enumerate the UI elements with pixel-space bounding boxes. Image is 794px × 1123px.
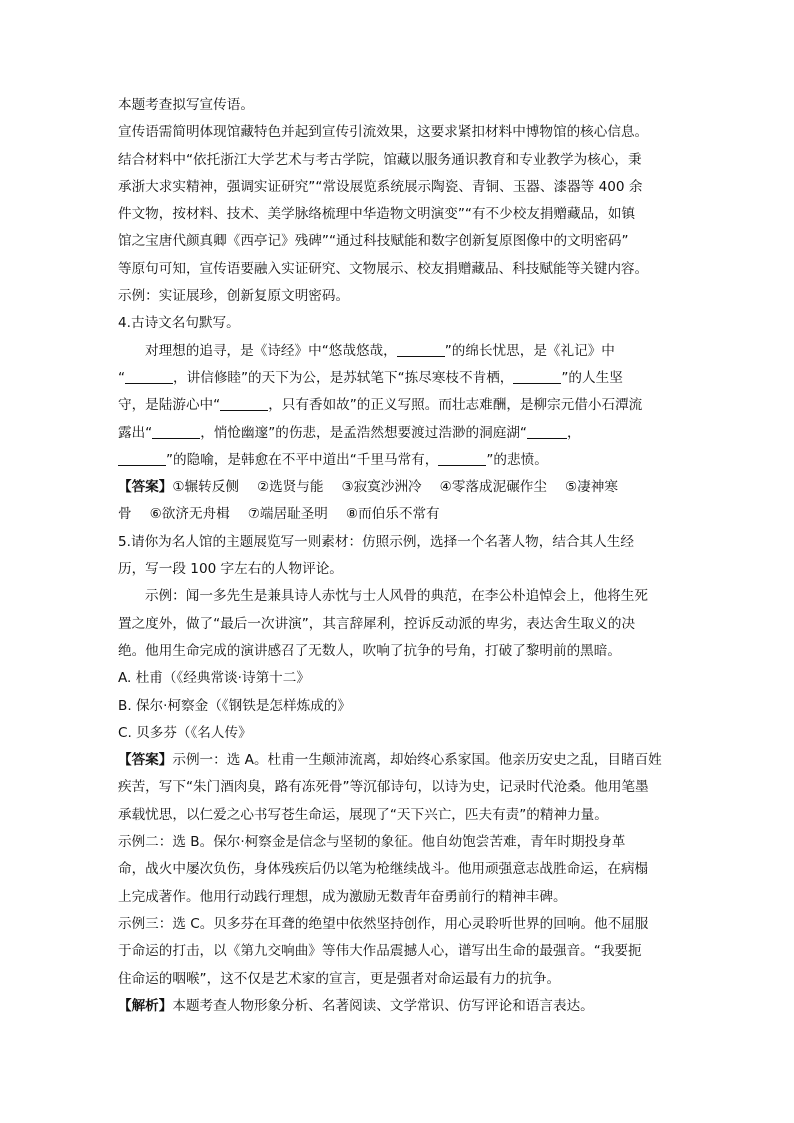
text-segment: ，讲信修睦”的天下为公，是苏轼笔下“拣尽寒枝不肯栖， xyxy=(173,369,514,386)
fill-blank xyxy=(397,340,445,357)
answer-item: ⑤凄神寒 xyxy=(565,479,618,496)
fill-blank xyxy=(152,422,200,439)
text-line: 示例三：选 C。贝多芬在耳聋的绝望中依然坚持创作，用心灵聆听世界的回响。他不屈服 xyxy=(118,915,649,932)
question-4-line xyxy=(118,447,688,474)
text-line: 上完成著作。他用行动践行理想，成为激励无数青年奋勇前行的精神丰碑。 xyxy=(118,888,567,905)
fill-blank xyxy=(527,422,567,439)
text-line: 馆之宝唐代颜真卿《西亭记》残碑”“通过科技赋能和数字创新复原图像中的文明密码” xyxy=(118,233,629,250)
fill-blank xyxy=(513,367,561,384)
text-segment: ”的人生坚 xyxy=(561,369,623,386)
text-segment: “ xyxy=(118,369,126,386)
answer-item: ⑧而伯乐不常有 xyxy=(345,506,440,523)
text-line: 件文物，按材料、技术、美学脉络梳理中华造物文明演变”“有不少校友捐赠藏品，如镇 xyxy=(118,206,636,223)
fill-blank xyxy=(438,449,486,466)
answer-item: ⑦端居耻圣明 xyxy=(247,506,328,523)
example-text: 示例：闻一多先生是兼具诗人赤忱与士人风骨的典范，在李公朴追悼会上，他将生死 xyxy=(145,588,648,605)
answer-item: ①辗转反侧 xyxy=(172,479,239,496)
text-segment: 示例一：选 A。杜甫一生颠沛流离，却始终心系家国。他亲历安史之乱，目睹百姓 xyxy=(172,752,662,769)
text-line: 结合材料中“依托浙江大学艺术与考古学院，馆藏以服务通识教育和专业教学为核心，秉 xyxy=(118,151,642,168)
text-segment: ，只有香如故”的正义写照。而壮志难酬，是柳宗元借小石潭流 xyxy=(268,397,643,414)
answer-item: 骨 xyxy=(118,506,132,523)
text-segment: ，悄怆幽邃”的伤悲，是孟浩然想要渡过浩渺的洞庭湖“ xyxy=(200,424,527,441)
analysis xyxy=(118,993,688,1020)
document-page xyxy=(118,92,688,1020)
question-5-title: 5.请你为名人馆的主题展览写一则素材：仿照示例，选择一个名著人物，结合其人生经 xyxy=(118,533,634,550)
question-4-line xyxy=(118,338,688,365)
text-line: 示例二：选 B。保尔·柯察金是信念与坚韧的象征。他自幼饱尝苦难，青年时期投身革 xyxy=(118,834,626,851)
text-segment: 露出“ xyxy=(118,424,153,441)
fill-blank xyxy=(118,449,166,466)
text-line: 本题考查拟写宣传语。 xyxy=(118,97,254,113)
answer-label: 【答案】 xyxy=(118,479,173,496)
answer-label: 【答案】 xyxy=(118,752,173,769)
text-line: 疾苦，写下“朱门酒肉臭，路有冻死骨”等沉郁诗句，以诗为史，记录时代沧桑。他用笔墨 xyxy=(118,779,649,796)
example-text: 置之度外，做了“最后一次讲演”，其言辞犀利，控诉反动派的卑劣，表达舍生取义的决 xyxy=(118,615,636,632)
text-segment: ， xyxy=(566,424,581,441)
option-c: C. 贝多芬（《名人传》 xyxy=(118,724,252,741)
question-4-answer xyxy=(118,501,688,528)
text-line: 于命运的打击，以《第九交响曲》等伟大作品震撼人心，谱写出生命的最强音。“我要扼 xyxy=(118,943,642,960)
text-line: 承载忧思，以仁爱之心书写苍生命运，展现了“天下兴亡，匹夫有责”的精神力量。 xyxy=(118,806,608,823)
text-segment: ”的绵长忧思，是《礼记》中 xyxy=(444,342,615,359)
text-segment: 守，是陆游心中“ xyxy=(118,397,221,414)
text-line: 等原句可知，宣传语要融入实证研究、文物展示、校友捐赠藏品、科技赋能等关键内容。 xyxy=(118,260,649,277)
text-line: 示例：实证展珍，创新复原文明密码。 xyxy=(118,288,350,305)
option-a: A. 杜甫（《经典常谈·诗第十二》 xyxy=(118,670,310,687)
text-segment: 本题考查人物形象分析、名著阅读、文学常识、仿写评论和语言表达。 xyxy=(172,997,594,1014)
question-5-title: 历，写一段 100 字左右的人物评论。 xyxy=(118,561,343,578)
question-4-line xyxy=(118,420,688,447)
question-4-answer xyxy=(118,474,688,501)
question-5-answer xyxy=(118,747,688,774)
answer-item: ③寂寞沙洲冷 xyxy=(341,479,422,496)
fill-blank xyxy=(125,367,173,384)
question-4-line xyxy=(118,365,688,392)
text-segment: ”的隐喻，是韩愈在不平中道出“千里马常有， xyxy=(166,451,439,468)
answer-item: ⑥欲济无舟楫 xyxy=(149,506,230,523)
example-text: 绝。他用生命完成的演讲感召了无数人，吹响了抗争的号角，打破了黎明前的黑暗。 xyxy=(118,642,621,659)
answer-item: ④零落成泥碾作尘 xyxy=(439,479,547,496)
fill-blank xyxy=(220,394,268,411)
text-line: 命，战火中屡次负伤，身体残疾后仍以笔为枪继续战斗。他用顽强意志战胜命运，在病榻 xyxy=(118,861,649,878)
question-4-title: 4.古诗文名句默写。 xyxy=(118,315,240,332)
text-line: 宣传语需简明体现馆藏特色并起到宣传引流效果，这要求紧扣材料中博物馆的核心信息。 xyxy=(118,124,649,141)
text-line: 住命运的咽喉”，这不仅是艺术家的宣言，更是强者对命运最有力的抗争。 xyxy=(118,970,561,987)
analysis-label: 【解析】 xyxy=(118,997,173,1014)
text-segment: 对理想的追寻，是《诗经》中“悠哉悠哉， xyxy=(145,342,397,359)
question-4-line xyxy=(118,392,688,419)
answer-item: ②选贤与能 xyxy=(256,479,324,496)
option-b: B. 保尔·柯察金（《钢铁是怎样炼成的》 xyxy=(118,697,351,714)
text-line: 承浙大求实精神，强调实证研究”“常设展览系统展示陶瓷、青铜、玉器、漆器等 400 余 xyxy=(118,178,643,195)
text-segment: ”的悲愤。 xyxy=(486,451,548,468)
